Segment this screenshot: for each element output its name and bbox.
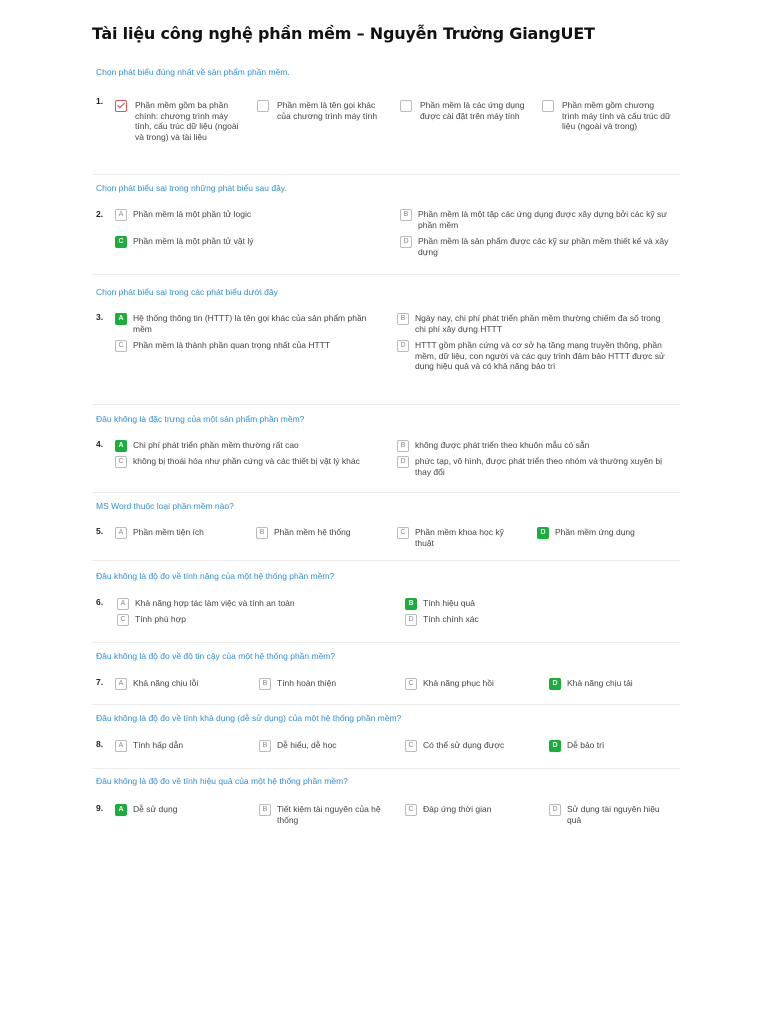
answer-option[interactable] <box>405 804 540 816</box>
answer-text: Tính phù hợp <box>135 614 186 624</box>
answer-option[interactable] <box>549 804 674 825</box>
option-badge: B <box>397 313 409 325</box>
divider <box>92 560 680 561</box>
option-badge: D <box>537 527 549 539</box>
answer-option[interactable] <box>397 456 672 477</box>
answer-text: Sử dụng tài nguyên hiệu quả <box>567 804 660 825</box>
answer-text: Phần mềm là tên gọi khác của chương trình máy tính <box>277 100 378 121</box>
question-number: 8. <box>96 739 104 749</box>
answer-option[interactable] <box>537 527 672 539</box>
answer-text: Khả năng hợp tác làm việc và tính an toàn <box>135 598 295 608</box>
option-badge: C <box>405 678 417 690</box>
answer-option[interactable] <box>115 440 390 452</box>
answer-text: Đáp ứng thời gian <box>423 804 492 814</box>
answer-option[interactable] <box>400 100 525 121</box>
answer-option[interactable] <box>397 340 672 372</box>
question-number: 2. <box>96 209 104 219</box>
answer-option[interactable] <box>542 100 672 132</box>
answer-text: Dễ sử dụng <box>133 804 178 814</box>
option-badge: B <box>259 804 271 816</box>
divider <box>92 704 680 705</box>
option-badge: D <box>549 804 561 816</box>
answer-text: Tính hiệu quả <box>423 598 475 608</box>
answer-text: Chi phí phát triển phần mềm thường rất cao <box>133 440 299 450</box>
option-badge: D <box>549 678 561 690</box>
answer-option[interactable] <box>115 527 245 539</box>
answer-text: Phần mềm là các ứng dụng được cài đặt trên máy tính <box>420 100 525 121</box>
option-badge: C <box>405 740 417 752</box>
answer-option[interactable] <box>117 614 387 626</box>
answer-text: Có thể sử dụng được <box>423 740 505 750</box>
option-badge: A <box>115 209 127 221</box>
question-number: 3. <box>96 312 104 322</box>
checkbox-icon[interactable] <box>257 100 269 112</box>
question-number: 4. <box>96 439 104 449</box>
answer-text: Phần mềm là một phần tử vật lý <box>133 236 254 246</box>
answer-text: Ngày nay, chi phí phát triển phần mềm thường chiếm đa số trong chi phí xây dựng HTTT <box>415 313 661 334</box>
answer-option[interactable] <box>259 678 389 690</box>
question-prompt: Đâu không là độ đo về tính năng của một hệ thống phần mềm? <box>96 571 335 581</box>
answer-text: Hệ thống thông tin (HTTT) là tên gọi khác của sản phẩm phần mềm <box>133 313 367 334</box>
answer-option[interactable] <box>256 527 386 539</box>
answer-option[interactable] <box>405 678 535 690</box>
option-badge: A <box>115 313 127 325</box>
option-badge: D <box>400 236 412 248</box>
answer-text: không được phát triển theo khuôn mẫu có sẵn <box>415 440 590 450</box>
answer-text: Phần mềm gồm ba phần chính: chương trình máy tính, cấu trúc dữ liệu (ngoài và trong) và tài liệu <box>135 100 239 142</box>
answer-text: Dễ hiểu, dễ học <box>277 740 337 750</box>
answer-text: HTTT gồm phần cứng và cơ sở hạ tầng mạng truyền thông, phần mềm, dữ liệu, con người và các quy trình đảm bảo HTTT được sử dụng hiệu quả và có khả năng bảo trì <box>415 340 665 371</box>
divider <box>92 768 680 769</box>
answer-option[interactable] <box>115 456 395 468</box>
answer-option[interactable] <box>549 740 674 752</box>
option-badge: B <box>397 440 409 452</box>
option-badge: D <box>549 740 561 752</box>
answer-text: Tính hoàn thiện <box>277 678 337 688</box>
answer-option[interactable] <box>117 598 387 610</box>
option-badge: B <box>400 209 412 221</box>
answer-option[interactable] <box>115 740 245 752</box>
answer-option[interactable] <box>115 804 245 816</box>
option-badge: C <box>117 614 129 626</box>
answer-text: Phần mềm là sản phẩm được các kỹ sư phần mềm thiết kế và xây dựng <box>418 236 669 257</box>
answer-option[interactable] <box>257 100 387 121</box>
question-number: 7. <box>96 677 104 687</box>
answer-option[interactable] <box>115 100 245 142</box>
question-prompt: Chọn phát biểu đúng nhất về sản phẩm phần mềm. <box>96 67 290 77</box>
answer-text: Tính hấp dẫn <box>133 740 184 750</box>
option-badge: A <box>115 804 127 816</box>
question-number: 9. <box>96 803 104 813</box>
answer-text: Khả năng phục hồi <box>423 678 494 688</box>
answer-option[interactable] <box>397 313 672 334</box>
answer-option[interactable] <box>397 440 672 452</box>
question-prompt: MS Word thuộc loại phần mềm nào? <box>96 501 234 511</box>
question-prompt: Chọn phát biểu sai trong các phát biểu dưới đây <box>96 287 278 297</box>
option-badge: B <box>259 740 271 752</box>
answer-text: Dễ bảo trì <box>567 740 605 750</box>
answer-option[interactable] <box>115 678 245 690</box>
answer-text: Khả năng chịu tải <box>567 678 633 688</box>
option-badge: C <box>397 527 409 539</box>
option-badge: D <box>397 340 409 352</box>
answer-option[interactable] <box>397 527 517 548</box>
option-badge: C <box>115 340 127 352</box>
option-badge: B <box>259 678 271 690</box>
answer-text: Phần mềm gồm chương trình máy tính và cấu trúc dữ liệu (ngoài và trong) <box>562 100 671 131</box>
question-prompt: Chọn phát biểu sai trong những phát biểu sau đây. <box>96 183 287 193</box>
divider <box>92 174 680 175</box>
option-badge: B <box>405 598 417 610</box>
divider <box>92 404 680 405</box>
option-badge: D <box>405 614 417 626</box>
option-badge: B <box>256 527 268 539</box>
answer-option[interactable] <box>405 614 605 626</box>
answer-option[interactable] <box>405 598 605 610</box>
option-badge: C <box>115 236 127 248</box>
answer-text: phức tạp, vô hình, được phát triển theo nhóm và thường xuyên bị thay đổi <box>415 456 663 477</box>
answer-option[interactable] <box>400 236 675 257</box>
answer-text: Tính chính xác <box>423 614 479 624</box>
option-badge: A <box>117 598 129 610</box>
question-prompt: Đâu không là đặc trưng của một sản phẩm phần mềm? <box>96 414 305 424</box>
question-prompt: Đâu không là độ đo về tính hiệu quả của một hệ thống phần mềm? <box>96 776 348 786</box>
answer-text: không bị thoái hóa như phần cứng và các thiết bị vật lý khác <box>133 456 360 466</box>
checkbox-icon[interactable] <box>400 100 412 112</box>
question-number: 5. <box>96 526 104 536</box>
option-badge: C <box>405 804 417 816</box>
answer-text: Phần mềm ứng dụng <box>555 527 635 537</box>
option-badge: A <box>115 678 127 690</box>
option-badge: C <box>115 456 127 468</box>
answer-option[interactable] <box>400 209 675 230</box>
option-badge: D <box>397 456 409 468</box>
divider <box>92 274 680 275</box>
answer-text: Phần mềm là một phần tử logic <box>133 209 252 219</box>
answer-text: Tiết kiệm tài nguyên của hệ thống <box>277 804 381 825</box>
question-number: 6. <box>96 597 104 607</box>
divider <box>92 642 680 643</box>
question-prompt: Đâu không là độ đo về tính khả dụng (dễ sử dụng) của một hệ thống phần mềm? <box>96 713 402 723</box>
answer-option[interactable] <box>115 209 385 221</box>
answer-text: Phần mềm là thành phần quan trọng nhất của HTTT <box>133 340 331 350</box>
answer-text: Phần mềm khoa học kỹ thuật <box>415 527 504 548</box>
answer-option[interactable] <box>259 740 389 752</box>
option-badge: A <box>115 740 127 752</box>
answer-option[interactable] <box>115 340 385 352</box>
answer-option[interactable] <box>115 236 385 248</box>
question-number: 1. <box>96 96 104 106</box>
answer-option[interactable] <box>259 804 389 825</box>
option-badge: A <box>115 527 127 539</box>
answer-text: Phần mềm hệ thống <box>274 527 351 537</box>
checked-checkbox-icon[interactable] <box>115 100 127 112</box>
answer-text: Phần mềm là một tập các ứng dụng được xây dựng bởi các kỹ sư phần mềm <box>418 209 667 230</box>
question-prompt: Đâu không là độ đo về độ tin cậy của một hệ thống phần mềm? <box>96 651 336 661</box>
page-title: Tài liệu công nghệ phần mềm – Nguyễn Trường GiangUET <box>92 24 595 43</box>
option-badge: A <box>115 440 127 452</box>
answer-text: Phần mềm tiện ích <box>133 527 204 537</box>
answer-text: Khả năng chịu lỗi <box>133 678 199 688</box>
answer-option[interactable] <box>405 740 540 752</box>
divider <box>92 492 680 493</box>
answer-option[interactable] <box>549 678 674 690</box>
checkbox-icon[interactable] <box>542 100 554 112</box>
answer-option[interactable] <box>115 313 385 334</box>
